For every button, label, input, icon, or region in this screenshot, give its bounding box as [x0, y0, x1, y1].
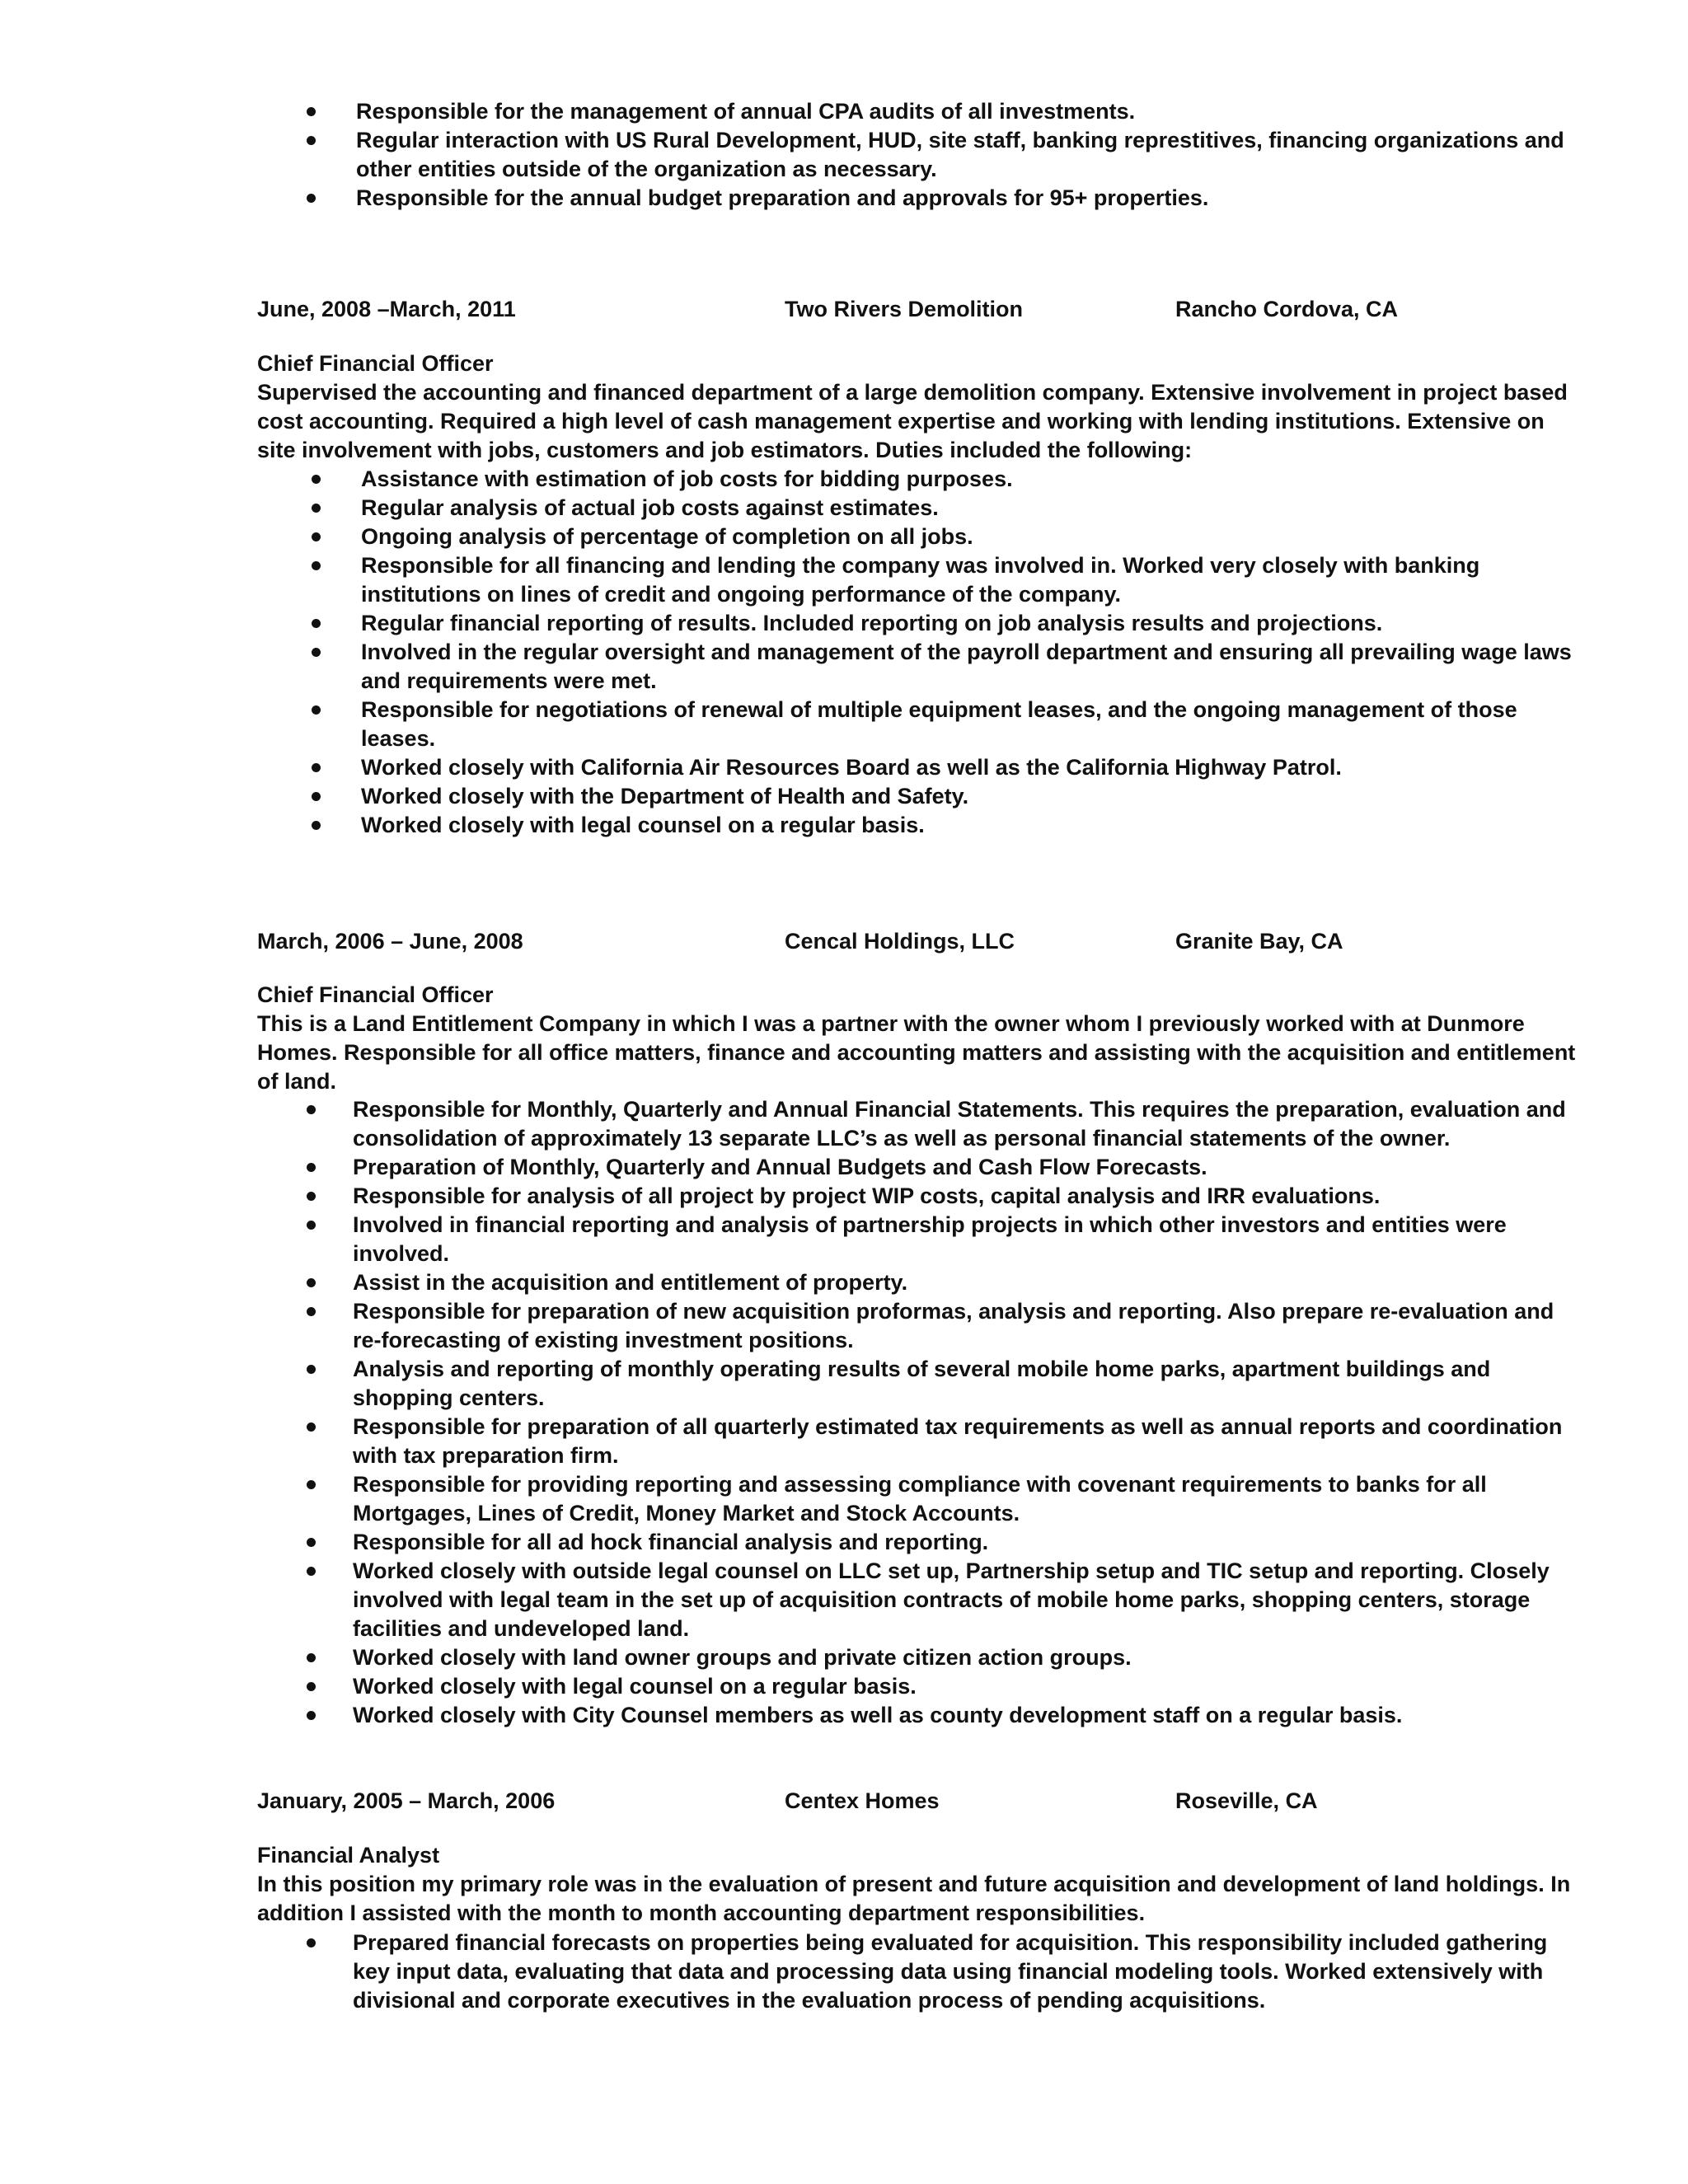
bullet-icon: [307, 1422, 316, 1432]
list-item: Preparation of Monthly, Quarterly and Annual Budgets and Cash Flow Forecasts.: [307, 1153, 1576, 1182]
list-item: Worked closely with legal counsel on a regular basis.: [312, 811, 1581, 840]
list-item: Responsible for Monthly, Quarterly and Annual Financial Statements. This requires the preparation, evaluation and consolidation of approximately 13 separate LLC’s as well as personal financial statements of the owner.: [307, 1095, 1576, 1153]
list-item: Worked closely with the Department of Health and Safety.: [312, 782, 1581, 811]
list-item: Responsible for the annual budget preparation and approvals for 95+ properties.: [307, 184, 1576, 213]
list-item: Responsible for all ad hock financial analysis and reporting.: [307, 1528, 1576, 1557]
job-title: Chief Financial Officer: [257, 351, 494, 376]
bullet-icon: [307, 136, 316, 145]
bullet-icon: [307, 1192, 316, 1201]
bullet-icon: [312, 619, 321, 628]
list-item: Assistance with estimation of job costs for bidding purposes.: [312, 465, 1581, 494]
job-bullet-list: [307, 1929, 1576, 2015]
job-dates: March, 2006 – June, 2008: [257, 929, 523, 954]
bullet-icon: [307, 107, 316, 116]
bullet-icon: [312, 821, 321, 830]
top-bullet-list: [307, 97, 1576, 213]
list-item: Responsible for providing reporting and assessing compliance with covenant requirements to banks for all Mortgages, Lines of Credit, Money Market and Stock Accounts.: [307, 1470, 1576, 1528]
job-company: Two Rivers Demolition: [785, 297, 1024, 321]
bullet-icon: [307, 194, 316, 203]
bullet-icon: [307, 1653, 316, 1662]
list-item: Involved in the regular oversight and management of the payroll department and ensuring all prevailing wage laws and requirements were met.: [312, 638, 1581, 696]
list-item: Responsible for preparation of all quarterly estimated tax requirements as well as annual reports and coordination with tax preparation firm.: [307, 1413, 1576, 1470]
job-summary: In this position my primary role was in the evaluation of present and future acquisition and development of land holdings. In addition I assisted with the month to month accounting department responsibilities.: [257, 1872, 1571, 1925]
bullet-icon: [307, 1163, 316, 1172]
list-item: Regular financial reporting of results. Included reporting on job analysis results and projections.: [312, 609, 1581, 638]
list-item: Responsible for all financing and lending the company was involved in. Worked very closely with banking institutions on lines of credit and ongoing performance of the company.: [312, 551, 1581, 609]
job-title: Chief Financial Officer: [257, 982, 494, 1007]
bullet-icon: [312, 475, 321, 484]
bullet-icon: [312, 792, 321, 801]
job-location: Roseville, CA: [1175, 1788, 1318, 1813]
list-item: Worked closely with legal counsel on a regular basis.: [307, 1672, 1576, 1701]
job-summary: This is a Land Entitlement Company in which I was a partner with the owner whom I previously worked with at Dunmore Homes. Responsible for all office matters, finance and accounting matters and assisting with the acquisition and entitlement of land.: [257, 1011, 1576, 1094]
list-item: Regular interaction with US Rural Development, HUD, site staff, banking represtitives, financing organizations and other entities outside of the organization as necessary.: [307, 126, 1576, 184]
list-item: Regular analysis of actual job costs against estimates.: [312, 494, 1581, 523]
bullet-icon: [307, 1938, 316, 1947]
bullet-icon: [307, 1278, 316, 1287]
bullet-icon: [307, 1567, 316, 1576]
job-dates: January, 2005 – March, 2006: [257, 1788, 556, 1813]
bullet-icon: [312, 561, 321, 570]
job-company: Centex Homes: [785, 1788, 940, 1813]
bullet-icon: [312, 705, 321, 715]
list-item: Responsible for analysis of all project by project WIP costs, capital analysis and IRR evaluations.: [307, 1182, 1576, 1211]
bullet-icon: [307, 1682, 316, 1691]
bullet-icon: [307, 1221, 316, 1230]
job-summary: Supervised the accounting and financed department of a large demolition company. Extensive involvement in project based cost accounting. Required a high level of cash management expertise and working with lending institutions. Extensive on site involvement with jobs, customers and job estimators. Duties included the following:: [257, 380, 1568, 462]
list-item: Involved in financial reporting and analysis of partnership projects in which other investors and entities were involved.: [307, 1211, 1576, 1268]
list-item: Ongoing analysis of percentage of completion on all jobs.: [312, 523, 1581, 551]
job-bullet-list: [312, 465, 1581, 840]
bullet-icon: [307, 1538, 316, 1547]
bullet-icon: [307, 1711, 316, 1720]
bullet-icon: [312, 532, 321, 541]
job-location: Granite Bay, CA: [1175, 929, 1343, 954]
list-item: Worked closely with outside legal counsel on LLC set up, Partnership setup and TIC setup and reporting. Closely involved with legal team in the set up of acquisition contracts of mobile home parks, shopping centers, storage facilities and undeveloped land.: [307, 1557, 1576, 1643]
bullet-icon: [312, 763, 321, 772]
bullet-icon: [307, 1307, 316, 1316]
list-item: Responsible for preparation of new acquisition proformas, analysis and reporting. Also prepare re-evaluation and re-forecasting of existing investment positions.: [307, 1297, 1576, 1355]
bullet-icon: [307, 1480, 316, 1489]
bullet-icon: [307, 1365, 316, 1374]
bullet-icon: [312, 504, 321, 513]
job-company: Cencal Holdings, LLC: [785, 929, 1015, 954]
list-item: Responsible for negotiations of renewal of multiple equipment leases, and the ongoing management of those leases.: [312, 696, 1581, 753]
list-item: Worked closely with California Air Resources Board as well as the California Highway Patrol.: [312, 753, 1581, 782]
list-item: Analysis and reporting of monthly operating results of several mobile home parks, apartment buildings and shopping centers.: [307, 1355, 1576, 1413]
job-title: Financial Analyst: [257, 1843, 440, 1868]
job-dates: June, 2008 –March, 2011: [257, 297, 516, 321]
job-location: Rancho Cordova, CA: [1175, 297, 1399, 321]
bullet-icon: [307, 1105, 316, 1114]
list-item: Assist in the acquisition and entitlement of property.: [307, 1268, 1576, 1297]
list-item: Responsible for the management of annual CPA audits of all investments.: [307, 97, 1576, 126]
list-item: Worked closely with City Counsel members as well as county development staff on a regular basis.: [307, 1701, 1576, 1730]
list-item: Prepared financial forecasts on properties being evaluated for acquisition. This responsibility included gathering key input data, evaluating that data and processing data using financial modeling tools. Worked extensively with divisional and corporate executives in the evaluation process of pending acquisitions.: [307, 1929, 1576, 2015]
list-item: Worked closely with land owner groups and private citizen action groups.: [307, 1643, 1576, 1672]
bullet-icon: [312, 648, 321, 657]
job-bullet-list: [307, 1095, 1576, 1730]
